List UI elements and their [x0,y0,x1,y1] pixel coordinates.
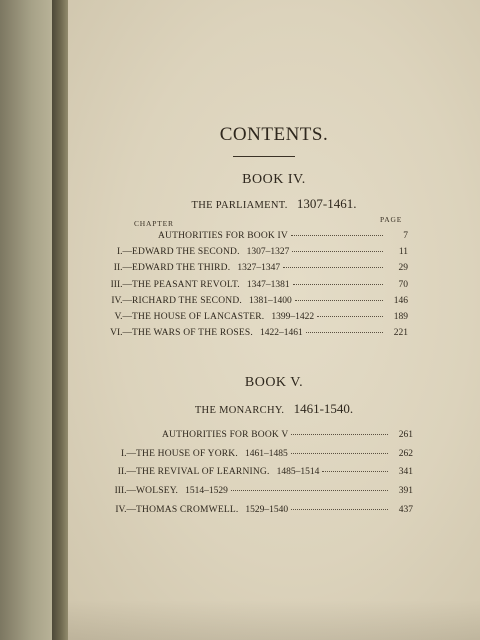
chapter-title: THE WARS OF THE ROSES. [132,328,253,339]
page-number: 29 [398,263,408,274]
chapter-dates: 1529–1540 [245,504,289,515]
dot-leader [231,490,388,491]
chapter-title: THE REVIVAL OF LEARNING. [136,467,270,478]
contents-page [68,0,480,640]
dot-leader [283,267,383,268]
chapter-dates: 1347–1381 [246,279,290,290]
chapter-title: AUTHORITIES FOR BOOK IV [158,231,288,241]
toc-entry [72,430,413,444]
book-v-section-heading [68,401,480,417]
chapter-number: II.— [117,467,136,478]
chapter-dates: 1327–1347 [237,263,281,274]
chapter-number: IV.— [111,295,132,306]
page-number: 221 [393,328,408,339]
dot-leader [322,471,388,472]
page-number: 189 [393,312,408,322]
chapter-number: III.— [110,279,132,290]
chapter-number: I.— [116,247,132,258]
chapter-dates: 1422–1461 [259,328,303,339]
chapter-number: VI.— [110,328,132,339]
book-iv-section-heading [68,196,480,212]
page-number: 146 [393,295,408,306]
chapter-number: III.— [114,486,136,497]
toc-entry [72,505,413,519]
chapter-title: RICHARD THE SECOND. [132,295,242,306]
page-number: 261 [398,430,413,440]
page-number: 7 [403,231,408,241]
toc-entry [72,467,413,481]
chapter-title: AUTHORITIES FOR BOOK V [162,430,289,440]
chapter-title: EDWARD THE SECOND. [132,247,240,258]
page-column-label: PAGE [380,215,403,224]
toc-entry [68,296,408,310]
book-iv-heading: BOOK IV. [242,172,306,187]
chapter-dates: 1485–1514 [276,467,320,478]
chapter-dates: 1399–1422 [271,312,315,322]
page-number: 11 [398,247,408,258]
toc-entry [68,328,408,342]
chapter-number: V.— [114,312,132,322]
dot-leader [295,300,383,301]
chapter-title: EDWARD THE THIRD. [132,263,231,274]
dot-leader [291,434,388,435]
chapter-dates: 1461–1485 [244,448,288,459]
chapter-title: THE HOUSE OF YORK. [136,448,238,459]
facing-page-edge [0,0,58,640]
title-divider [233,156,295,157]
book-iv-section-dates: 1307-1461. [296,196,357,211]
dot-leader [291,509,388,510]
toc-entry [68,280,408,294]
book-v-section-name: THE MONARCHY. [194,405,285,416]
page-number: 437 [398,504,413,515]
page-number: 70 [398,279,408,290]
chapter-number: IV.— [115,504,136,515]
chapter-title: THE HOUSE OF LANCASTER. [132,312,265,322]
dot-leader [317,316,383,317]
dot-leader [293,284,383,285]
dot-leader [292,251,383,252]
chapter-dates: 1381–1400 [248,295,292,306]
toc-entry [68,231,408,245]
book-iv-section-name: THE PARLIAMENT. [191,200,288,211]
page-title: CONTENTS. [219,124,329,145]
page-number: 391 [398,486,413,497]
toc-entry [72,486,413,500]
toc-entry [68,247,408,261]
dot-leader [291,235,383,236]
toc-entry [68,263,408,277]
dot-leader [291,453,388,454]
chapter-title: WOLSEY. [136,486,179,497]
toc-entry [68,312,408,326]
page-number: 341 [398,467,413,478]
dot-leader [306,332,383,333]
chapter-title: THOMAS CROMWELL. [136,504,239,515]
chapter-column-label: CHAPTER [134,219,174,228]
chapter-title: THE PEASANT REVOLT. [132,279,240,290]
chapter-number: I.— [120,448,136,459]
chapter-dates: 1307–1327 [246,247,290,258]
book-v-heading: BOOK V. [244,375,304,390]
book-v-section-dates: 1461-1540. [293,401,354,416]
page-number: 262 [398,448,413,459]
chapter-dates: 1514–1529 [185,486,228,497]
chapter-number: II.— [113,263,132,274]
toc-entry [72,449,413,463]
